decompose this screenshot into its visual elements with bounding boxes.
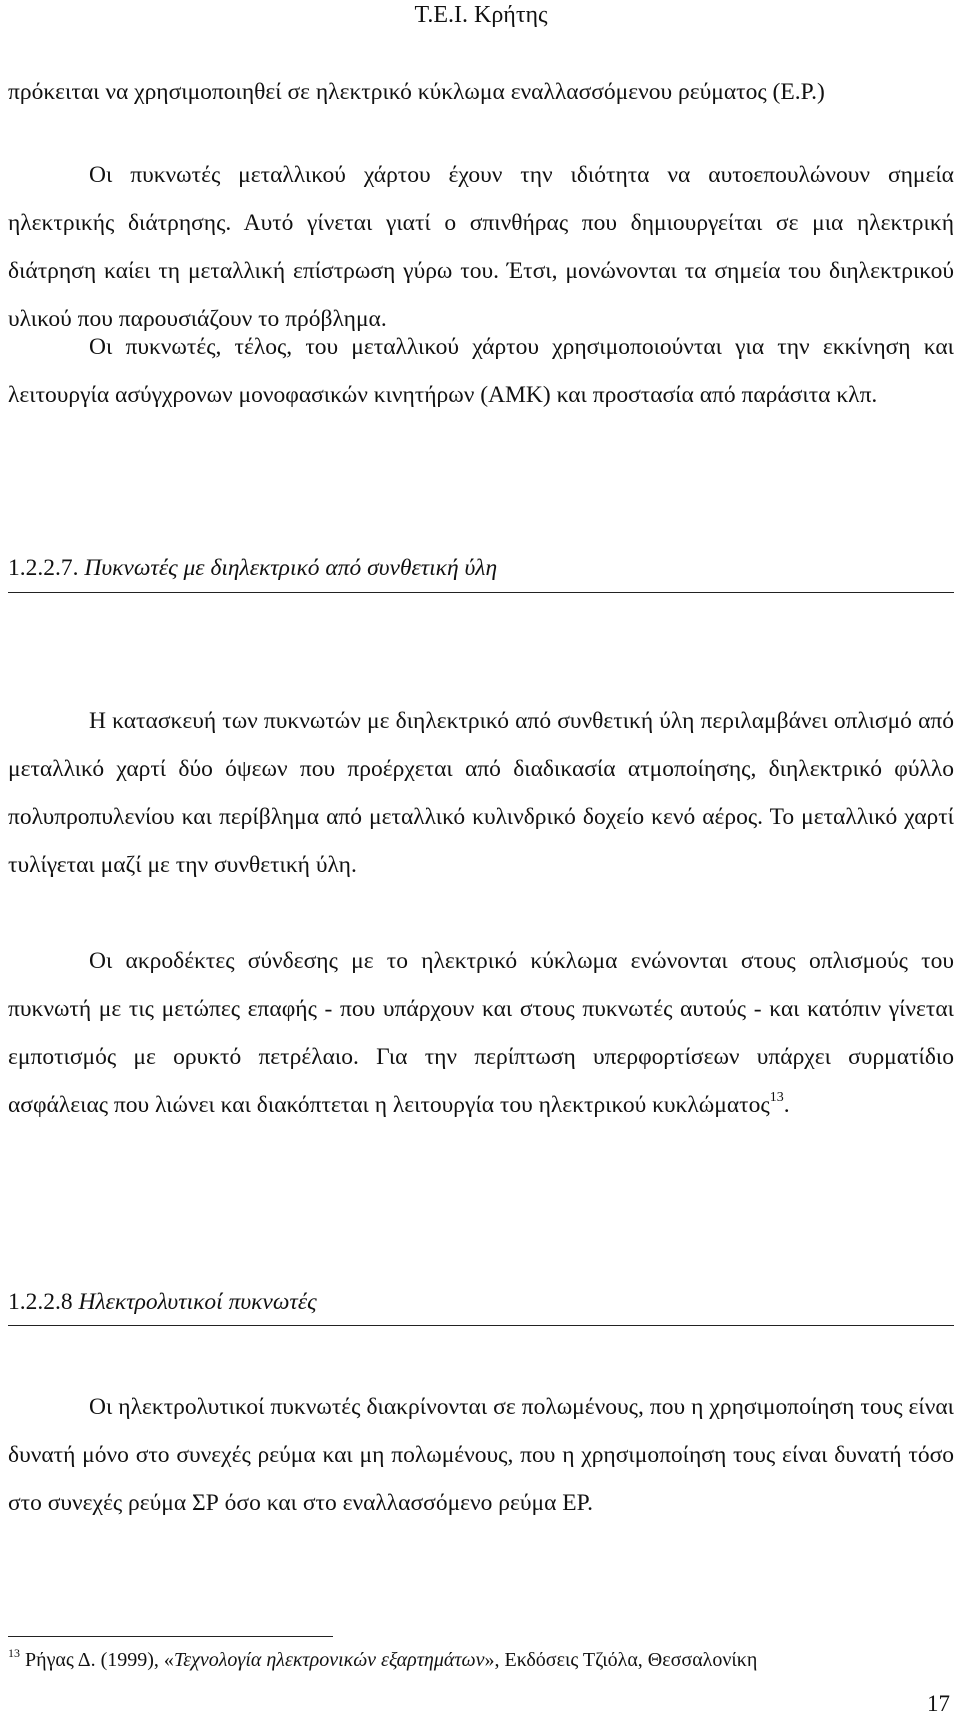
section-title: Ηλεκτρολυτικοί πυκνωτές <box>78 1289 317 1315</box>
paragraph-terminals-text: Οι ακροδέκτες σύνδεσης με το ηλεκτρικό κύκλωμα ενώνονται στους οπλισμούς του πυκνωτή με τις μετώπες επαφής - που υπάρχουν και στους πυκνωτές αυτούς - και κατόπιν γίνεται εμποτισμός με ορυκτό πετρέλαιο. Για την περίπτωση υπερφορτίσεων υπάρχει συρματίδιο ασφάλειας που λιώνει και διακόπτεται η λειτουργία του ηλεκτρικού κυκλώματος <box>8 948 954 1118</box>
footnote <box>8 1647 954 1673</box>
section-underline <box>8 1325 954 1326</box>
section-number: 1.2.2.8 <box>8 1289 73 1315</box>
footnote-marker: 13 <box>8 1646 20 1660</box>
paragraph-electrolytic: Οι ηλεκτρολυτικοί πυκνωτές διακρίνονται σε πολωμένους, που η χρησιμοποίηση τους είναι δυνατή μόνο στο συνεχές ρεύμα και μη πολωμένους, που η χρησιμοποίηση τους είναι δυνατή τόσο στο συνεχές ρεύμα ΣΡ όσο και στο εναλλασσόμενο ρεύμα ΕΡ. <box>8 1394 954 1516</box>
section-heading-1228 <box>8 1287 954 1317</box>
section-number: 1.2.2.7. <box>8 555 79 581</box>
paragraph-applications: Οι πυκνωτές, τέλος, του μεταλλικού χάρτου χρησιμοποιούνται για την εκκίνηση και λειτουργία ασύγχρονων μονοφασικών κινητήρων (ΑΜΚ) και προστασία από παράσιτα κλπ. <box>8 334 954 408</box>
paragraph-construction: Η κατασκευή των πυκνωτών με διηλεκτρικό από συνθετική ύλη περιλαμβάνει οπλισμό από μεταλλικό χαρτί δύο όψεων που προέρχεται από διαδικασία ατμοποίησης, διηλεκτρικό φύλλο πολυπροπυλενίου και περίβλημα από μεταλλικό κυλινδρικό δοχείο κενό αέρος. Το μεταλλικό χαρτί τυλίγεται μαζί με την συνθετική ύλη. <box>8 708 954 878</box>
footnote-publisher: », Εκδόσεις Τζιόλα, Θεσσαλονίκη <box>484 1649 758 1671</box>
running-header: Τ.Ε.Ι. Κρήτης <box>414 2 548 28</box>
paragraph-continuation: πρόκειται να χρησιμοποιηθεί σε ηλεκτρικό κύκλωμα εναλλασσόμενου ρεύματος (Ε.Ρ.) <box>8 79 825 105</box>
paragraph-self-healing: Οι πυκνωτές μεταλλικού χάρτου έχουν την ιδιότητα να αυτοεπουλώνουν σημεία ηλεκτρικής διάτρησης. Αυτό γίνεται γιατί ο σπινθήρας που δημιουργείται σε μια ηλεκτρική διάτρηση καίει τη μεταλλική επίστρωση γύρω του. Έτσι, μονώνονται τα σημεία του διηλεκτρικού υλικού που παρουσιάζουν το πρόβλημα. <box>8 162 954 332</box>
footnote-book-title: Τεχνολογία ηλεκτρονικών εξαρτημάτων <box>173 1649 485 1671</box>
document-page <box>8 0 954 1726</box>
section-heading-1227 <box>8 553 954 583</box>
footnote-separator <box>8 1636 333 1637</box>
section-underline <box>8 592 954 593</box>
section-title: Πυκνωτές με διηλεκτρικό από συνθετική ύλη <box>84 555 498 581</box>
sentence-end: . <box>783 1092 790 1118</box>
footnote-reference: 13 <box>769 1090 784 1105</box>
paragraph-terminals <box>8 937 954 1129</box>
page-number: 17 <box>927 1691 950 1716</box>
footnote-author: Ρήγας Δ. (1999), « <box>25 1649 174 1671</box>
